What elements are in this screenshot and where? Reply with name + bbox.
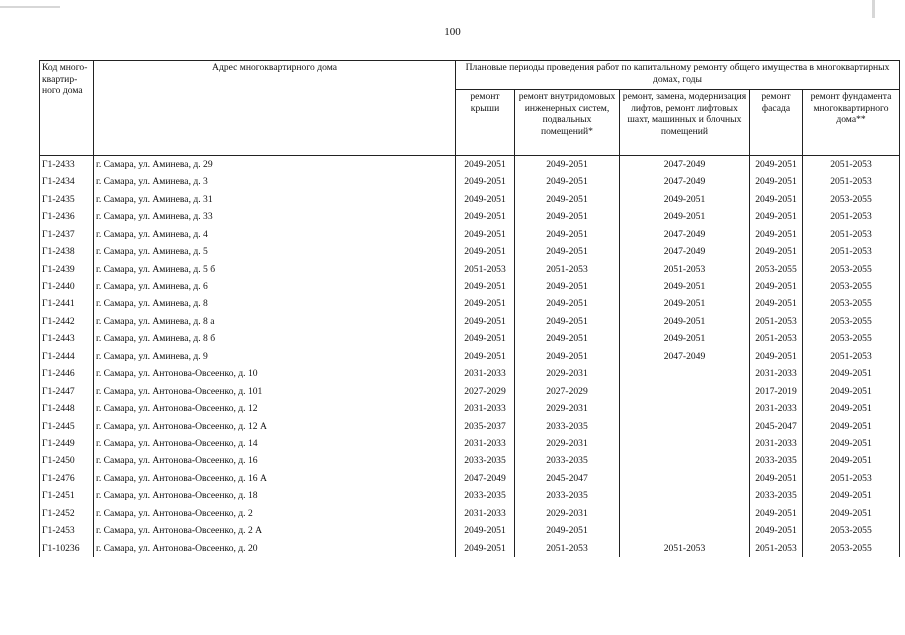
foundation-period-cell: 2053-2055: [803, 261, 900, 278]
table-row: [40, 208, 900, 225]
roof-period-cell: 2031-2033: [456, 435, 515, 452]
elevator-period-cell: [620, 522, 750, 539]
house-code-cell: Г1-2438: [40, 243, 94, 260]
house-code-cell: Г1-2451: [40, 487, 94, 504]
facade-period-cell: 2049-2051: [750, 522, 803, 539]
facade-period-cell: 2031-2033: [750, 435, 803, 452]
facade-period-cell: 2031-2033: [750, 400, 803, 417]
roof-period-cell: 2049-2051: [456, 296, 515, 313]
facade-period-cell: 2033-2035: [750, 452, 803, 469]
house-code-cell: Г1-2452: [40, 505, 94, 522]
facade-period-cell: 2049-2051: [750, 278, 803, 295]
house-code-cell: Г1-2434: [40, 173, 94, 190]
table-row: [40, 522, 900, 539]
elevator-period-cell: [620, 470, 750, 487]
elevator-period-cell: 2049-2051: [620, 208, 750, 225]
address-cell: г. Самара, ул. Аминева, д. 5 б: [94, 261, 456, 278]
foundation-period-cell: 2049-2051: [803, 435, 900, 452]
roof-period-cell: 2031-2033: [456, 505, 515, 522]
engineering-period-cell: 2033-2035: [515, 452, 620, 469]
column-header-address: Адрес многоквартирного дома: [94, 61, 456, 156]
facade-period-cell: 2051-2053: [750, 540, 803, 557]
elevator-period-cell: 2047-2049: [620, 348, 750, 365]
foundation-period-cell: 2053-2055: [803, 296, 900, 313]
table-row: [40, 226, 900, 243]
column-header-foundation: ремонт фундамента многоквартирного дома**: [803, 90, 900, 156]
roof-period-cell: 2049-2051: [456, 313, 515, 330]
address-cell: г. Самара, ул. Антонова-Овсеенко, д. 2: [94, 505, 456, 522]
engineering-period-cell: 2029-2031: [515, 400, 620, 417]
facade-period-cell: 2017-2019: [750, 383, 803, 400]
foundation-period-cell: 2053-2055: [803, 330, 900, 347]
roof-period-cell: 2049-2051: [456, 278, 515, 295]
foundation-period-cell: 2049-2051: [803, 400, 900, 417]
column-header-elevators: ремонт, замена, модернизация лифтов, ремонт лифтовых шахт, машинных и блочных помещений: [620, 90, 750, 156]
house-code-cell: Г1-2435: [40, 191, 94, 208]
facade-period-cell: 2049-2051: [750, 173, 803, 190]
foundation-period-cell: 2053-2055: [803, 522, 900, 539]
roof-period-cell: 2033-2035: [456, 452, 515, 469]
table-row: [40, 156, 900, 174]
elevator-period-cell: 2049-2051: [620, 296, 750, 313]
house-code-cell: Г1-10236: [40, 540, 94, 557]
table-row: [40, 400, 900, 417]
address-cell: г. Самара, ул. Аминева, д. 3: [94, 173, 456, 190]
address-cell: г. Самара, ул. Аминева, д. 6: [94, 278, 456, 295]
elevator-period-cell: 2051-2053: [620, 540, 750, 557]
roof-period-cell: 2035-2037: [456, 418, 515, 435]
house-code-cell: Г1-2476: [40, 470, 94, 487]
engineering-period-cell: 2029-2031: [515, 435, 620, 452]
table-row: [40, 191, 900, 208]
facade-period-cell: 2033-2035: [750, 487, 803, 504]
table-row: [40, 383, 900, 400]
scan-noise-top-right: [872, 0, 875, 18]
house-code-cell: Г1-2437: [40, 226, 94, 243]
facade-period-cell: 2049-2051: [750, 156, 803, 174]
house-code-cell: Г1-2433: [40, 156, 94, 174]
foundation-period-cell: 2049-2051: [803, 452, 900, 469]
table-row: [40, 365, 900, 382]
address-cell: г. Самара, ул. Антонова-Овсеенко, д. 16: [94, 452, 456, 469]
foundation-period-cell: 2051-2053: [803, 208, 900, 225]
table-row: [40, 418, 900, 435]
table-row: [40, 313, 900, 330]
elevator-period-cell: 2051-2053: [620, 261, 750, 278]
elevator-period-cell: [620, 383, 750, 400]
elevator-period-cell: 2047-2049: [620, 243, 750, 260]
table-body: [40, 156, 900, 558]
roof-period-cell: 2049-2051: [456, 191, 515, 208]
engineering-period-cell: 2049-2051: [515, 278, 620, 295]
table-row: [40, 348, 900, 365]
elevator-period-cell: 2047-2049: [620, 173, 750, 190]
roof-period-cell: 2049-2051: [456, 173, 515, 190]
engineering-period-cell: 2049-2051: [515, 330, 620, 347]
table-row: [40, 435, 900, 452]
house-code-cell: Г1-2445: [40, 418, 94, 435]
address-cell: г. Самара, ул. Антонова-Овсеенко, д. 101: [94, 383, 456, 400]
address-cell: г. Самара, ул. Аминева, д. 9: [94, 348, 456, 365]
elevator-period-cell: [620, 487, 750, 504]
address-cell: г. Самара, ул. Аминева, д. 8 б: [94, 330, 456, 347]
table-row: [40, 243, 900, 260]
facade-period-cell: 2051-2053: [750, 330, 803, 347]
column-header-engineering: ремонт внутридомовых инженерных систем, подвальных помещений*: [515, 90, 620, 156]
foundation-period-cell: 2051-2053: [803, 348, 900, 365]
foundation-period-cell: 2049-2051: [803, 505, 900, 522]
table-row: [40, 487, 900, 504]
house-code-cell: Г1-2448: [40, 400, 94, 417]
address-cell: г. Самара, ул. Антонова-Овсеенко, д. 20: [94, 540, 456, 557]
roof-period-cell: 2049-2051: [456, 330, 515, 347]
house-code-cell: Г1-2440: [40, 278, 94, 295]
facade-period-cell: 2049-2051: [750, 470, 803, 487]
house-code-cell: Г1-2444: [40, 348, 94, 365]
address-cell: г. Самара, ул. Антонова-Овсеенко, д. 2 А: [94, 522, 456, 539]
column-header-facade: ремонт фасада: [750, 90, 803, 156]
elevator-period-cell: 2047-2049: [620, 226, 750, 243]
engineering-period-cell: 2051-2053: [515, 540, 620, 557]
foundation-period-cell: 2051-2053: [803, 173, 900, 190]
foundation-period-cell: 2053-2055: [803, 278, 900, 295]
foundation-period-cell: 2053-2055: [803, 540, 900, 557]
roof-period-cell: 2033-2035: [456, 487, 515, 504]
capital-repair-schedule-table: [39, 60, 900, 557]
facade-period-cell: 2049-2051: [750, 296, 803, 313]
house-code-cell: Г1-2436: [40, 208, 94, 225]
elevator-period-cell: [620, 365, 750, 382]
address-cell: г. Самара, ул. Аминева, д. 8: [94, 296, 456, 313]
engineering-period-cell: 2027-2029: [515, 383, 620, 400]
foundation-period-cell: 2049-2051: [803, 487, 900, 504]
foundation-period-cell: 2049-2051: [803, 383, 900, 400]
roof-period-cell: 2027-2029: [456, 383, 515, 400]
table-row: [40, 540, 900, 557]
elevator-period-cell: 2049-2051: [620, 278, 750, 295]
table-row: [40, 173, 900, 190]
engineering-period-cell: 2049-2051: [515, 348, 620, 365]
roof-period-cell: 2049-2051: [456, 208, 515, 225]
roof-period-cell: 2031-2033: [456, 400, 515, 417]
house-code-cell: Г1-2446: [40, 365, 94, 382]
foundation-period-cell: 2049-2051: [803, 418, 900, 435]
engineering-period-cell: 2049-2051: [515, 296, 620, 313]
elevator-period-cell: [620, 505, 750, 522]
column-header-roof: ремонт крыши: [456, 90, 515, 156]
engineering-period-cell: 2049-2051: [515, 226, 620, 243]
facade-period-cell: 2049-2051: [750, 191, 803, 208]
house-code-cell: Г1-2442: [40, 313, 94, 330]
table-row: [40, 296, 900, 313]
roof-period-cell: 2049-2051: [456, 540, 515, 557]
address-cell: г. Самара, ул. Аминева, д. 31: [94, 191, 456, 208]
engineering-period-cell: 2045-2047: [515, 470, 620, 487]
address-cell: г. Самара, ул. Антонова-Овсеенко, д. 16 А: [94, 470, 456, 487]
address-cell: г. Самара, ул. Антонова-Овсеенко, д. 12: [94, 400, 456, 417]
house-code-cell: Г1-2443: [40, 330, 94, 347]
roof-period-cell: 2049-2051: [456, 226, 515, 243]
facade-period-cell: 2031-2033: [750, 365, 803, 382]
table-row: [40, 330, 900, 347]
elevator-period-cell: 2047-2049: [620, 156, 750, 174]
engineering-period-cell: 2029-2031: [515, 365, 620, 382]
house-code-cell: Г1-2439: [40, 261, 94, 278]
address-cell: г. Самара, ул. Аминева, д. 33: [94, 208, 456, 225]
foundation-period-cell: 2053-2055: [803, 191, 900, 208]
elevator-period-cell: [620, 418, 750, 435]
address-cell: г. Самара, ул. Антонова-Овсеенко, д. 12 А: [94, 418, 456, 435]
foundation-period-cell: 2051-2053: [803, 470, 900, 487]
foundation-period-cell: 2051-2053: [803, 226, 900, 243]
address-cell: г. Самара, ул. Аминева, д. 8 а: [94, 313, 456, 330]
engineering-period-cell: 2049-2051: [515, 243, 620, 260]
page-number: 100: [444, 26, 461, 38]
elevator-period-cell: 2049-2051: [620, 191, 750, 208]
facade-period-cell: 2045-2047: [750, 418, 803, 435]
house-code-cell: Г1-2450: [40, 452, 94, 469]
column-header-code: Код много-квартир-ного дома: [40, 61, 94, 156]
facade-period-cell: 2051-2053: [750, 313, 803, 330]
elevator-period-cell: 2049-2051: [620, 330, 750, 347]
table-row: [40, 452, 900, 469]
column-header-periods: Плановые периоды проведения работ по капитальному ремонту общего имущества в многоквартирных домах, годы: [456, 61, 900, 90]
roof-period-cell: 2049-2051: [456, 348, 515, 365]
address-cell: г. Самара, ул. Аминева, д. 5: [94, 243, 456, 260]
address-cell: г. Самара, ул. Антонова-Овсеенко, д. 14: [94, 435, 456, 452]
house-code-cell: Г1-2447: [40, 383, 94, 400]
roof-period-cell: 2051-2053: [456, 261, 515, 278]
engineering-period-cell: 2049-2051: [515, 313, 620, 330]
facade-period-cell: 2049-2051: [750, 243, 803, 260]
facade-period-cell: 2049-2051: [750, 226, 803, 243]
house-code-cell: Г1-2449: [40, 435, 94, 452]
facade-period-cell: 2049-2051: [750, 505, 803, 522]
engineering-period-cell: 2033-2035: [515, 487, 620, 504]
engineering-period-cell: 2049-2051: [515, 191, 620, 208]
engineering-period-cell: 2029-2031: [515, 505, 620, 522]
table-row: [40, 470, 900, 487]
engineering-period-cell: 2033-2035: [515, 418, 620, 435]
header-row-top: [40, 61, 900, 90]
table-row: [40, 261, 900, 278]
house-code-cell: Г1-2453: [40, 522, 94, 539]
roof-period-cell: 2047-2049: [456, 470, 515, 487]
roof-period-cell: 2031-2033: [456, 365, 515, 382]
engineering-period-cell: 2049-2051: [515, 173, 620, 190]
facade-period-cell: 2049-2051: [750, 348, 803, 365]
engineering-period-cell: 2049-2051: [515, 156, 620, 174]
address-cell: г. Самара, ул. Аминева, д. 4: [94, 226, 456, 243]
elevator-period-cell: 2049-2051: [620, 313, 750, 330]
engineering-period-cell: 2049-2051: [515, 522, 620, 539]
address-cell: г. Самара, ул. Антонова-Овсеенко, д. 18: [94, 487, 456, 504]
table-row: [40, 278, 900, 295]
roof-period-cell: 2049-2051: [456, 243, 515, 260]
engineering-period-cell: 2049-2051: [515, 208, 620, 225]
foundation-period-cell: 2051-2053: [803, 156, 900, 174]
table-row: [40, 505, 900, 522]
foundation-period-cell: 2051-2053: [803, 243, 900, 260]
foundation-period-cell: 2049-2051: [803, 365, 900, 382]
address-cell: г. Самара, ул. Антонова-Овсеенко, д. 10: [94, 365, 456, 382]
address-cell: г. Самара, ул. Аминева, д. 29: [94, 156, 456, 174]
roof-period-cell: 2049-2051: [456, 522, 515, 539]
roof-period-cell: 2049-2051: [456, 156, 515, 174]
scan-noise-top-left: [0, 6, 60, 8]
elevator-period-cell: [620, 452, 750, 469]
facade-period-cell: 2049-2051: [750, 208, 803, 225]
facade-period-cell: 2053-2055: [750, 261, 803, 278]
elevator-period-cell: [620, 400, 750, 417]
house-code-cell: Г1-2441: [40, 296, 94, 313]
elevator-period-cell: [620, 435, 750, 452]
foundation-period-cell: 2053-2055: [803, 313, 900, 330]
engineering-period-cell: 2051-2053: [515, 261, 620, 278]
